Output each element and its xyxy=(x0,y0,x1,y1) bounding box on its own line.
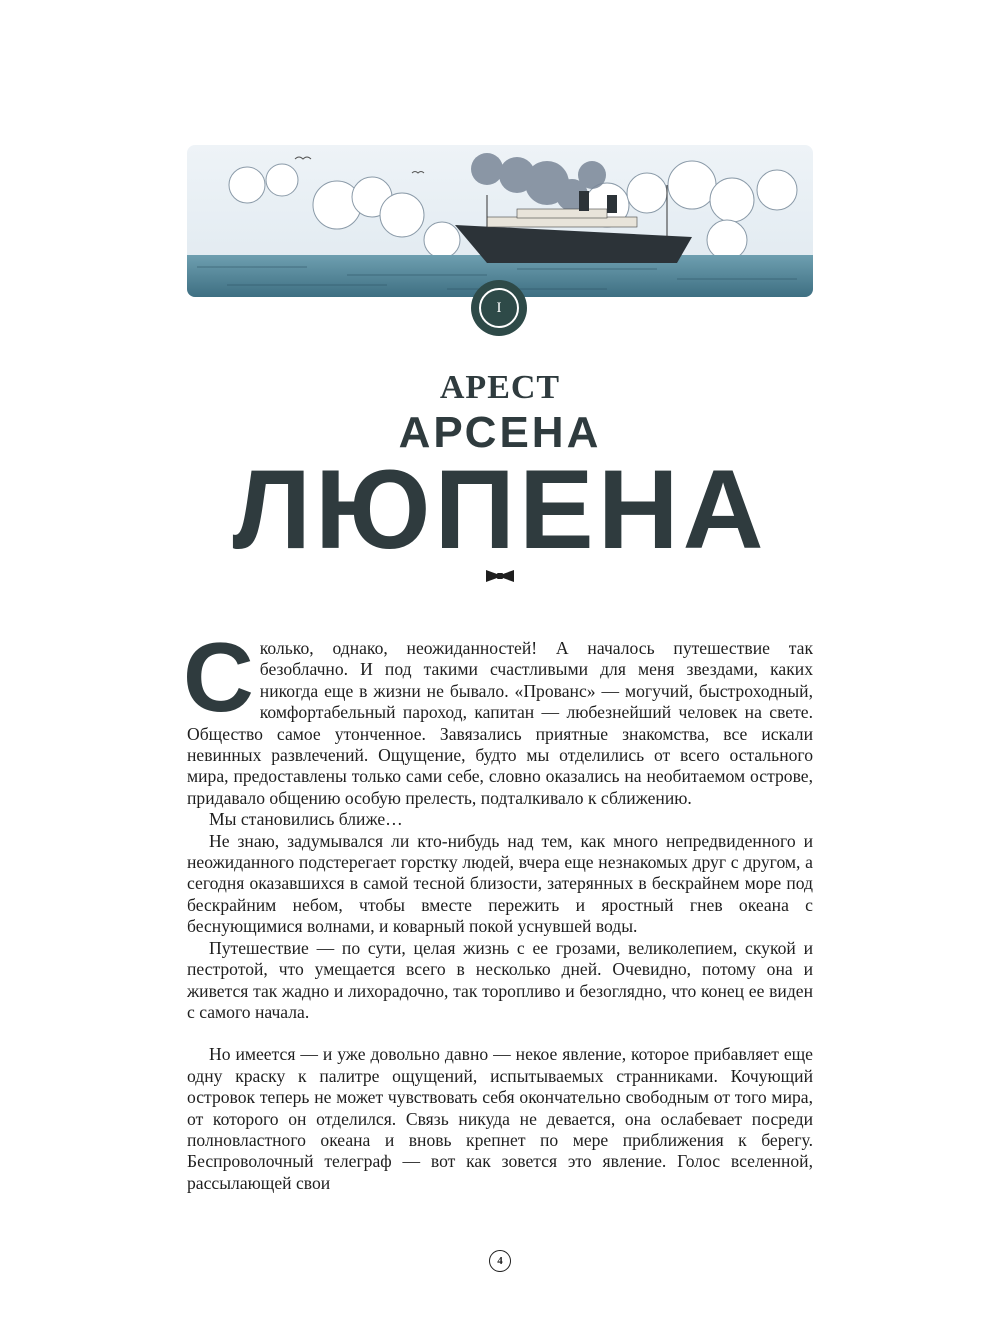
chapter-title-line-2: АРСЕНА xyxy=(398,408,602,457)
paragraph: Не знаю, задумывался ли кто-нибудь над тем, как много непредвиденного и неожиданного подстерегает горстку людей, вчера еще незнакомых друг с другом, а сегодня оказавшихся в самой тесной близости, затерянных в бескрайнем море под бескрайним небом, чтобы вместе пережить и яростный гнев океана с беснующимися волнами, и коварный покой уснувшей воды. xyxy=(187,830,813,937)
paragraph: Путешествие — по сути, целая жизнь с ее грозами, великолепием, скукой и пестротой, что умещается всего в несколько дней. Очевидно, потому она и живется так жадно и лихорадочно, так торопливо и безоглядно, что конец ее виден с самого начала. xyxy=(187,937,813,1022)
chapter-number: I xyxy=(479,288,519,328)
drop-cap: С xyxy=(183,622,254,732)
chapter-title-line-1: АРЕСТ xyxy=(439,369,561,406)
chapter-number-badge xyxy=(471,280,527,336)
chapter-text xyxy=(183,622,813,1194)
chapter-illustration xyxy=(187,145,813,297)
paragraph: Но имеется — и уже довольно давно — некое явление, которое прибавляет еще одну краску к палитре ощущений, испытываемых странниками. Кочующий островок теперь не может чувствовать себя окончательно свободным от того мира, от которого он отделился. Связь никуда не девается, она ослабевает посреди полновластного океана и вновь крепнет по мере приближения к берегу. Беспроволочный телеграф — вот как зовется это явление. Голос вселенной, рассылающей свои xyxy=(187,1044,813,1193)
page-number: 4 xyxy=(489,1250,511,1272)
paragraph: колько, однако, неожиданностей! А началось путешествие так безоблачно. И под такими счастливыми для меня звездами, каких никогда еще в жизни не бывало. «Прованс» — могучий, быстроходный, комфортабельный пароход, капитан — любезнейший человек на свете. Общество самое утонченное. Завязались приятные знакомства, все искали невинных развлечений. Ощущение, будто мы отделились от всего остального мира, предоставлены только сами себе, словно оказались на необитаемом острове, придавало общению особую прелесть, подталкивало к сближению. xyxy=(187,638,813,808)
bowtie-icon xyxy=(486,569,514,588)
chapter-title-line-3: ЛЮПЕНА xyxy=(232,447,768,572)
paragraph: Мы становились ближе… xyxy=(209,809,403,830)
